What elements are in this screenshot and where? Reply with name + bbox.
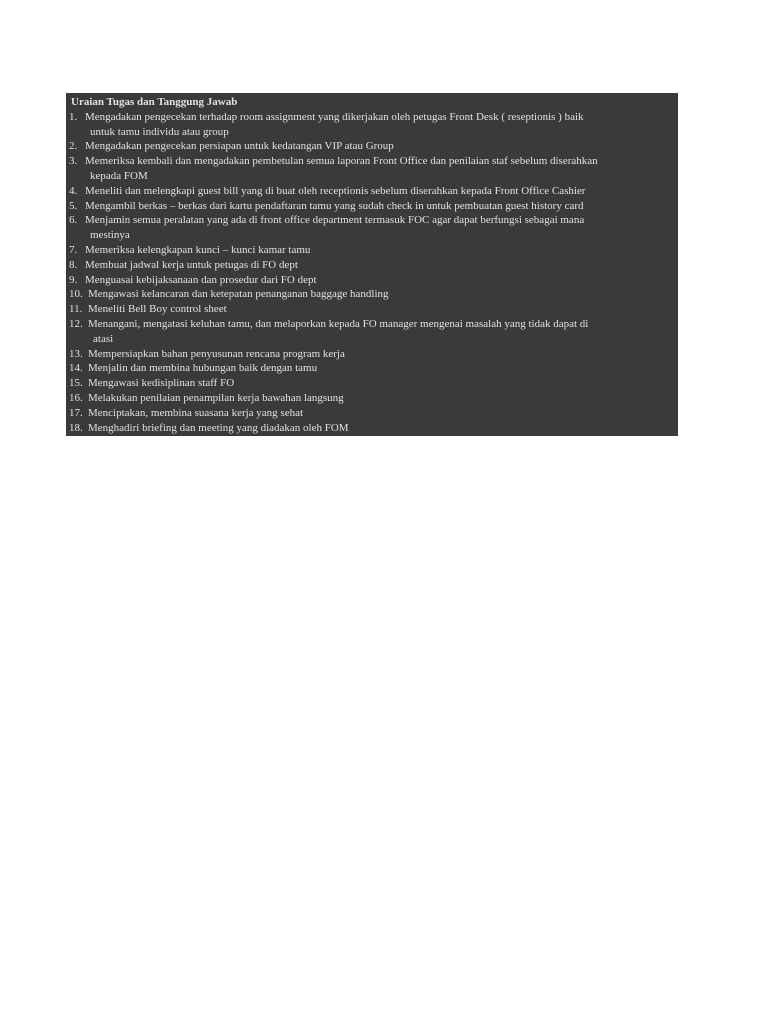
item-text [88, 302, 674, 317]
item-text [85, 258, 674, 273]
list-item [69, 139, 674, 154]
item-text-line: Menghadiri briefing dan meeting yang diadakan oleh FOM [88, 421, 349, 434]
item-number: 1. [69, 110, 78, 123]
item-number: 2. [69, 140, 78, 153]
item-text-continuation: atasi [93, 332, 114, 345]
list-item [69, 421, 674, 436]
item-text [88, 406, 674, 421]
item-text [85, 273, 674, 288]
item-text-continuation: mestinya [90, 229, 130, 242]
item-number: 3. [69, 155, 78, 168]
duty-list [69, 110, 674, 436]
list-item [69, 391, 674, 406]
item-text [85, 199, 674, 214]
item-text [88, 391, 674, 406]
item-text-continuation: kepada FOM [90, 169, 148, 182]
item-text [88, 347, 674, 362]
list-item [69, 184, 674, 199]
item-text-line: Menguasai kebijaksanaan dan prosedur dari FO dept [85, 273, 317, 286]
item-text-line: Mengadakan pengecekan persiapan untuk kedatangan VIP atau Group [85, 140, 394, 153]
item-text [88, 376, 674, 391]
item-text [85, 110, 674, 140]
item-text [85, 213, 674, 243]
item-number: 11. [69, 303, 83, 316]
item-text-line: Melakukan penilaian penampilan kerja bawahan langsung [88, 391, 344, 404]
item-number: 13. [69, 347, 83, 360]
item-number: 18. [69, 421, 83, 434]
job-description-box [66, 93, 678, 436]
item-text-line: Menangani, mengatasi keluhan tamu, dan melaporkan kepada FO manager mengenai masalah yang tidak dapat di [88, 317, 589, 330]
item-text-line: Mempersiapkan bahan penyusunan rencana program kerja [88, 347, 345, 360]
list-item [69, 199, 674, 214]
list-item [69, 347, 674, 362]
item-text [88, 287, 674, 302]
item-number: 9. [69, 273, 78, 286]
item-number: 10. [69, 288, 83, 301]
list-item [69, 243, 674, 258]
item-text [85, 184, 674, 199]
item-text-line: Memeriksa kelengkapan kunci – kunci kamar tamu [85, 243, 311, 256]
item-text-line: Menciptakan, membina suasana kerja yang sehat [88, 406, 304, 419]
list-item [69, 317, 674, 347]
list-item [69, 110, 674, 140]
list-item [69, 213, 674, 243]
item-text-line: Membuat jadwal kerja untuk petugas di FO dept [85, 258, 298, 271]
item-text [88, 421, 674, 436]
item-number: 7. [69, 243, 78, 256]
item-text [85, 154, 674, 184]
item-text-line: Mengadakan pengecekan terhadap room assignment yang dikerjakan oleh petugas Front Desk ( reseptionis ) baik [85, 110, 584, 123]
item-number: 6. [69, 214, 78, 227]
list-item [69, 302, 674, 317]
item-number: 15. [69, 377, 83, 390]
item-number: 12. [69, 317, 83, 330]
list-item [69, 361, 674, 376]
document-title: Uraian Tugas dan Tanggung Jawab [71, 96, 238, 108]
list-item [69, 406, 674, 421]
list-item [69, 154, 674, 184]
list-item [69, 287, 674, 302]
item-text-line: Menjalin dan membina hubungan baik dengan tamu [88, 362, 318, 375]
item-number: 16. [69, 391, 83, 404]
item-text-line: Mengawasi kedisiplinan staff FO [88, 377, 235, 390]
item-text [85, 139, 674, 154]
item-number: 8. [69, 258, 78, 271]
item-text [85, 243, 674, 258]
list-item [69, 273, 674, 288]
item-text-line: Memeriksa kembali dan mengadakan pembetulan semua laporan Front Office dan penilaian staf sebelum diserahkan [85, 155, 598, 168]
item-text-line: Menjamin semua peralatan yang ada di front office department termasuk FOC agar dapat berfungsi sebagai mana [85, 214, 585, 227]
item-text-line: Meneliti Bell Boy control sheet [88, 303, 227, 316]
item-number: 4. [69, 184, 78, 197]
item-text-line: Meneliti dan melengkapi guest bill yang di buat oleh receptionis sebelum diserahkan kepada Front Office Cashier [85, 184, 586, 197]
item-text-continuation: untuk tamu individu atau group [90, 125, 229, 138]
item-number: 5. [69, 199, 78, 212]
list-item [69, 258, 674, 273]
item-text-line: Mengawasi kelancaran dan ketepatan penanganan baggage handling [88, 288, 389, 301]
item-number: 14. [69, 362, 83, 375]
item-text [88, 317, 674, 347]
item-text [88, 361, 674, 376]
list-item [69, 376, 674, 391]
item-text-line: Mengambil berkas – berkas dari kartu pendaftaran tamu yang sudah check in untuk pembuatan guest history card [85, 199, 584, 212]
item-number: 17. [69, 406, 83, 419]
